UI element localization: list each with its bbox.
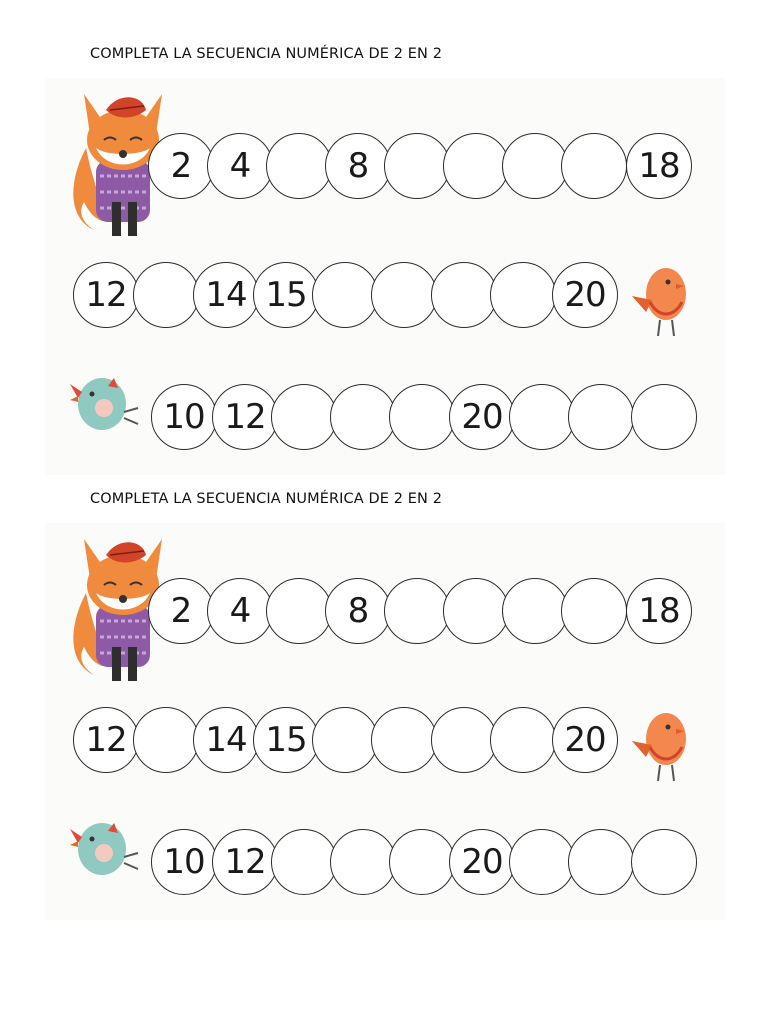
number-circle[interactable]: [330, 829, 396, 895]
number-circle[interactable]: 14: [193, 262, 259, 328]
number-circle[interactable]: [561, 133, 627, 199]
number-circle[interactable]: 8: [325, 133, 391, 199]
number-circle[interactable]: [568, 384, 634, 450]
number-circle[interactable]: [568, 829, 634, 895]
number-circle[interactable]: [631, 384, 697, 450]
number-circle[interactable]: 4: [207, 133, 273, 199]
number-circle[interactable]: 14: [193, 707, 259, 773]
number-circle[interactable]: [371, 707, 437, 773]
number-circle[interactable]: [561, 578, 627, 644]
number-circle[interactable]: [389, 384, 455, 450]
bird-teal-illustration: [68, 372, 144, 441]
number-circle[interactable]: 12: [212, 384, 278, 450]
bird-orange-illustration: [628, 703, 690, 788]
number-circle[interactable]: [330, 384, 396, 450]
number-circle[interactable]: [133, 707, 199, 773]
number-circle[interactable]: [509, 829, 575, 895]
number-circle[interactable]: 18: [626, 578, 692, 644]
number-circle[interactable]: 2: [148, 133, 214, 199]
number-circle[interactable]: 10: [151, 829, 217, 895]
number-circle[interactable]: [266, 133, 332, 199]
number-circle[interactable]: [490, 262, 556, 328]
number-circle[interactable]: [490, 707, 556, 773]
number-circle[interactable]: 12: [73, 262, 139, 328]
number-circle[interactable]: [133, 262, 199, 328]
number-circle[interactable]: 10: [151, 384, 217, 450]
number-circle[interactable]: 15: [253, 707, 319, 773]
number-circle[interactable]: [371, 262, 437, 328]
bird-orange-illustration: [628, 258, 690, 343]
number-circle[interactable]: 4: [207, 578, 273, 644]
number-circle[interactable]: [502, 133, 568, 199]
number-circle[interactable]: [389, 829, 455, 895]
number-circle[interactable]: [384, 578, 450, 644]
number-circle[interactable]: [443, 133, 509, 199]
number-circle[interactable]: [384, 133, 450, 199]
number-circle[interactable]: [266, 578, 332, 644]
number-circle[interactable]: 12: [212, 829, 278, 895]
number-circle[interactable]: [271, 829, 337, 895]
bird-teal-illustration: [68, 817, 144, 886]
number-circle[interactable]: 15: [253, 262, 319, 328]
number-circle[interactable]: [312, 262, 378, 328]
number-circle[interactable]: 2: [148, 578, 214, 644]
number-circle[interactable]: 20: [552, 262, 618, 328]
number-circle[interactable]: 18: [626, 133, 692, 199]
number-circle[interactable]: [431, 262, 497, 328]
worksheet-title: COMPLETA LA SECUENCIA NUMÉRICA DE 2 EN 2: [90, 46, 443, 62]
number-circle[interactable]: [502, 578, 568, 644]
number-circle[interactable]: [443, 578, 509, 644]
number-circle[interactable]: [509, 384, 575, 450]
worksheet-title: COMPLETA LA SECUENCIA NUMÉRICA DE 2 EN 2: [90, 491, 443, 507]
number-circle[interactable]: 20: [449, 384, 515, 450]
number-circle[interactable]: 8: [325, 578, 391, 644]
number-circle[interactable]: [631, 829, 697, 895]
number-circle[interactable]: [312, 707, 378, 773]
number-circle[interactable]: [431, 707, 497, 773]
number-circle[interactable]: 20: [552, 707, 618, 773]
number-circle[interactable]: [271, 384, 337, 450]
number-circle[interactable]: 12: [73, 707, 139, 773]
number-circle[interactable]: 20: [449, 829, 515, 895]
